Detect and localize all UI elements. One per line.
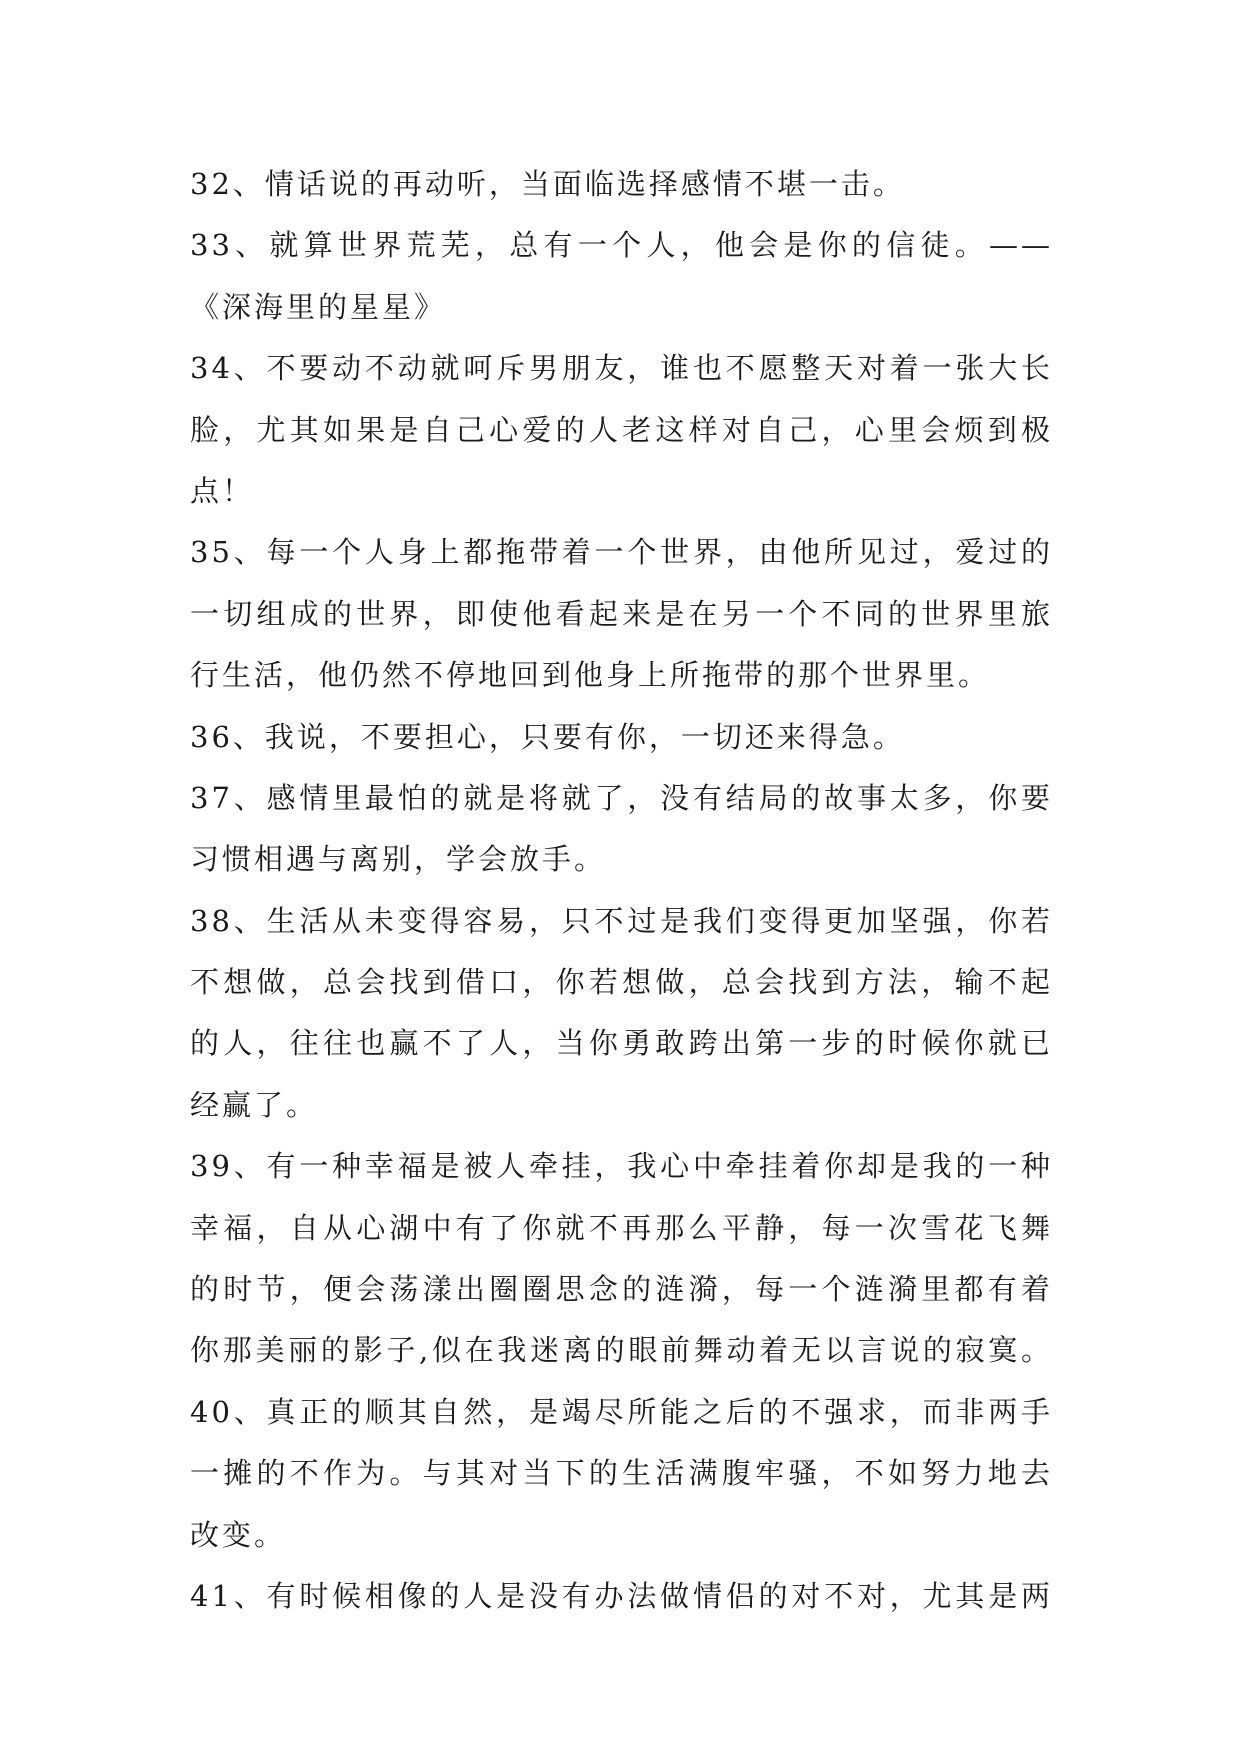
text-line: 33、就算世界荒芜，总有一个人，他会是你的信徒。——: [190, 228, 1053, 263]
paragraph-36: [190, 707, 1053, 768]
text-line: 不想做，总会找到借口，你若想做，总会找到方法，输不起: [190, 965, 1053, 1000]
paragraph-37: [190, 768, 1053, 891]
text-line: 幸福，自从心湖中有了你就不再那么平静，每一次雪花飞舞: [190, 1210, 1053, 1245]
text-line: 你那美丽的影子,似在我迷离的眼前舞动着无以言说的寂寞。: [190, 1333, 1053, 1368]
paragraph-35: [190, 522, 1053, 706]
text-line: 一摊的不作为。与其对当下的生活满腹牢骚，不如努力地去: [190, 1456, 1053, 1491]
text-line: 经赢了。: [190, 1087, 319, 1122]
paragraph-40: [190, 1382, 1053, 1566]
paragraph-41: [190, 1566, 1053, 1627]
text-line: 37、感情里最怕的就是将就了，没有结局的故事太多，你要: [190, 780, 1053, 815]
paragraph-39: [190, 1136, 1053, 1382]
text-line: 36、我说，不要担心，只要有你，一切还来得急。: [190, 719, 905, 754]
text-line: 的时节，便会荡漾出圈圈思念的涟漪，每一个涟漪里都有着: [190, 1272, 1053, 1307]
paragraph-33: [190, 215, 1053, 338]
paragraph-34: [190, 338, 1053, 522]
text-line: 行生活，他仍然不停地回到他身上所拖带的那个世界里。: [190, 658, 991, 693]
text-line: 39、有一种幸福是被人牵挂，我心中牵挂着你却是我的一种: [190, 1149, 1053, 1184]
text-line: 35、每一个人身上都拖带着一个世界，由他所见过，爱过的: [190, 535, 1053, 570]
paragraph-32: [190, 154, 1053, 215]
text-line: 点！: [190, 473, 255, 508]
text-line: 41、有时候相像的人是没有办法做情侣的对不对，尤其是两: [190, 1578, 1053, 1613]
page-body-text: [190, 154, 1053, 1627]
text-line: 40、真正的顺其自然，是竭尽所能之后的不强求，而非两手: [190, 1394, 1053, 1429]
text-line: 一切组成的世界，即使他看起来是在另一个不同的世界里旅: [190, 596, 1053, 631]
text-line: 习惯相遇与离别，学会放手。: [190, 842, 607, 877]
text-line: 的人，往往也赢不了人，当你勇敢跨出第一步的时候你就已: [190, 1026, 1053, 1061]
text-line: 《深海里的星星》: [190, 289, 447, 324]
text-line: 改变。: [190, 1517, 287, 1552]
text-line: 脸，尤其如果是自己心爱的人老这样对自己，心里会烦到极: [190, 412, 1053, 447]
text-line: 38、生活从未变得容易，只不过是我们变得更加坚强，你若: [190, 903, 1053, 938]
text-line: 34、不要动不动就呵斥男朋友，谁也不愿整天对着一张大长: [190, 351, 1053, 386]
paragraph-38: [190, 891, 1053, 1137]
text-line: 32、情话说的再动听，当面临选择感情不堪一击。: [190, 167, 905, 201]
